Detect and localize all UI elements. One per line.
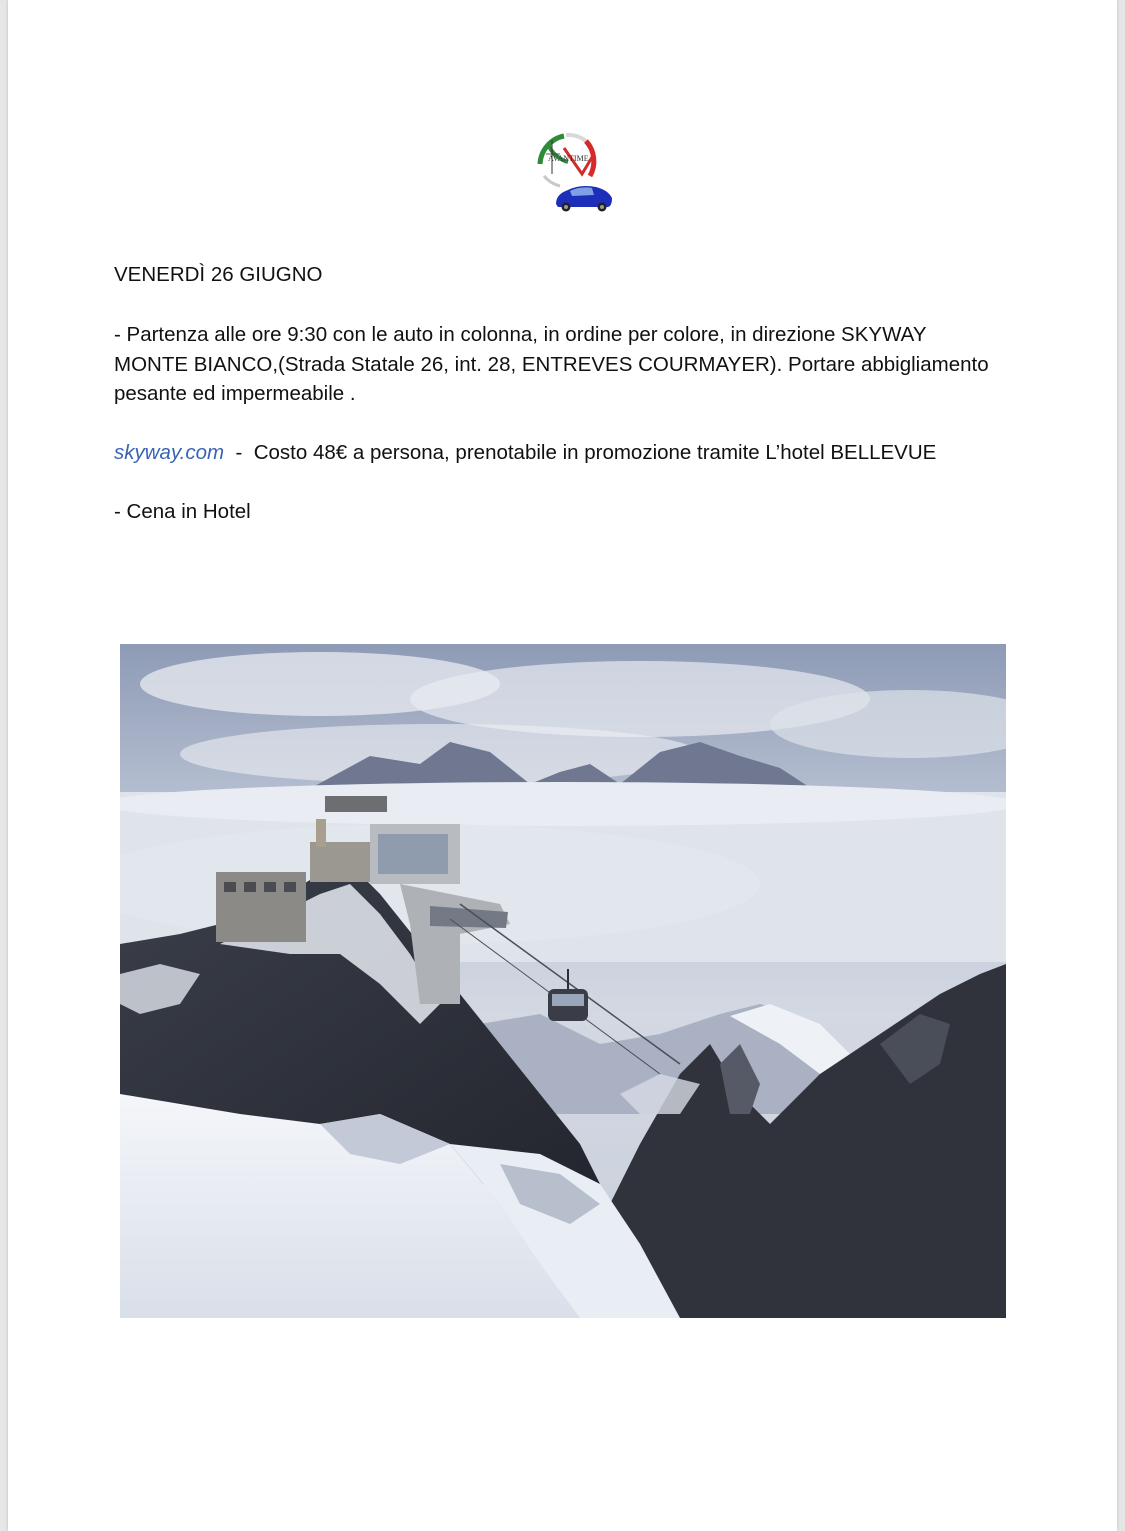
skyway-cost-text: - Costo 48€ a persona, prenotabile in promozione tramite L’hotel BELLEVUE (224, 441, 937, 464)
dinner-paragraph: - Cena in Hotel (114, 500, 251, 523)
skyway-photo (120, 644, 1006, 1318)
skyway-cost-paragraph (114, 438, 1014, 468)
club-logo-icon (524, 124, 620, 216)
logo-text: AVANTIME (548, 154, 589, 163)
page-heading: VENERDÌ 26 GIUGNO (114, 263, 323, 286)
departure-paragraph: - Partenza alle ore 9:30 con le auto in colonna, in ordine per colore, in direzione SKYWAY MONTE BIANCO,(Strada Statale 26, int. 28, ENTREVES COURMAYER). Portare abbigliamento pesante ed impermeabile . (114, 323, 989, 405)
skyway-link[interactable]: skyway.com (114, 441, 225, 464)
document-page (8, 0, 1117, 1531)
